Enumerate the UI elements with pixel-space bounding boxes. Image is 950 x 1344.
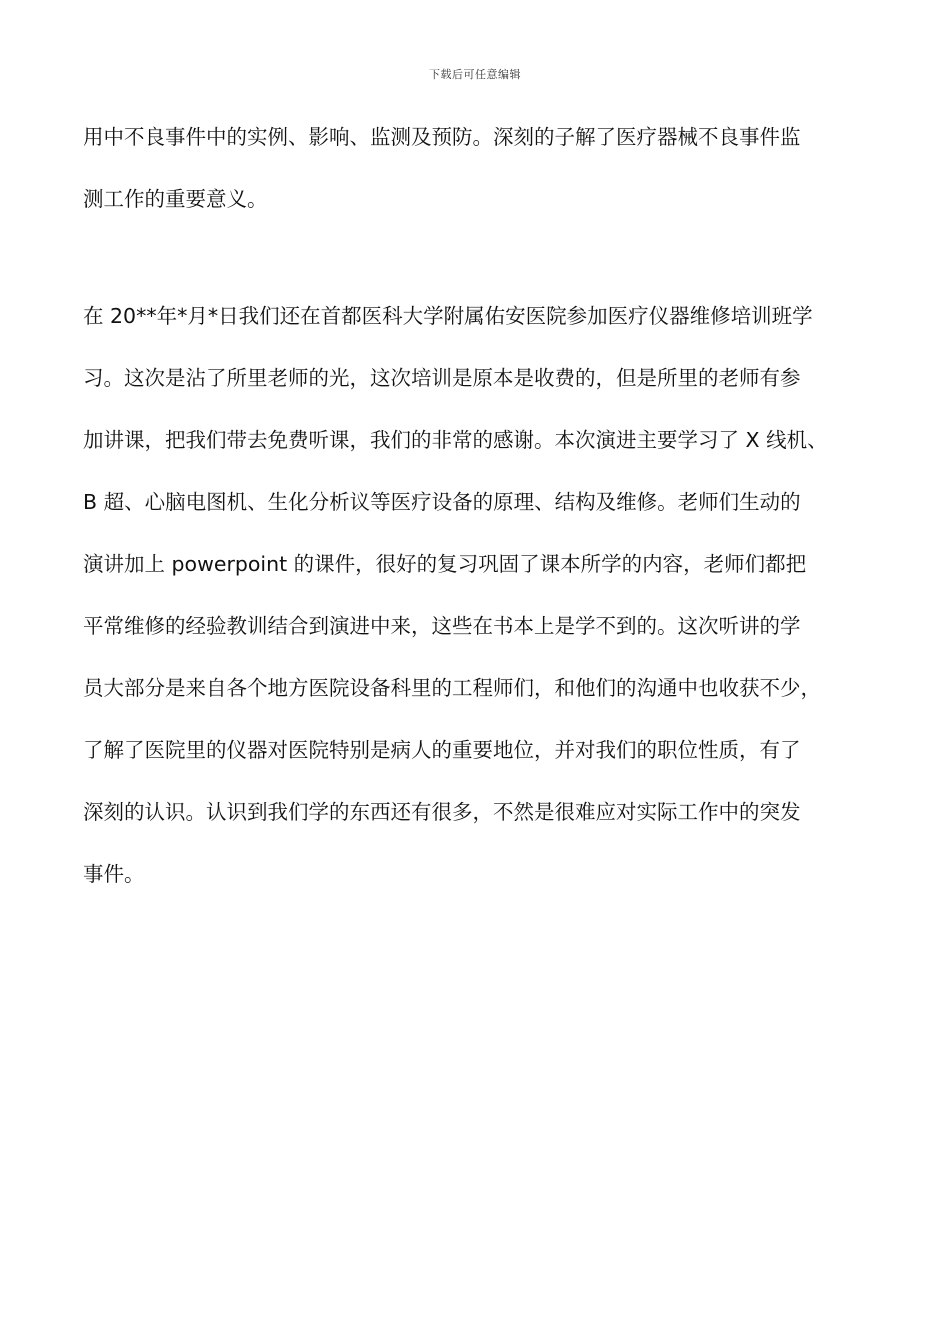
page-header: 下载后可任意编辑	[429, 68, 521, 81]
paragraph-line: 平常维修的经验教训结合到演进中来，这些在书本上是学不到的。这次听讲的学	[83, 614, 801, 638]
paragraph-line: 员大部分是来自各个地方医院设备科里的工程师们，和他们的沟通中也收获不少，	[83, 676, 821, 700]
paragraph-line: 演讲加上 powerpoint 的课件，很好的复习巩固了课本所学的内容，老师们都把	[83, 552, 807, 576]
paragraph-2	[83, 285, 883, 905]
paragraph-line: 用中不良事件中的实例、影响、监测及预防。深刻的子解了医疗器械不良事件监	[83, 125, 801, 149]
paragraph-line: 了解了医院里的仪器对医院特别是病人的重要地位，并对我们的职位性质，有了	[83, 738, 801, 762]
paragraph-line: 加讲课，把我们带去免费听课，我们的非常的感谢。本次演进主要学习了 X 线机、	[83, 428, 828, 452]
paragraph-line: 测工作的重要意义。	[83, 187, 268, 211]
paragraph-line: 事件。	[83, 862, 145, 886]
paragraph-line: 习。这次是沾了所里老师的光，这次培训是原本是收费的，但是所里的老师有参	[83, 366, 801, 390]
paragraph-1	[83, 106, 883, 230]
paragraph-line: 在 20**年*月*日我们还在首都医科大学附属佑安医院参加医疗仪器维修培训班学	[83, 304, 813, 328]
paragraph-line: B 超、心脑电图机、生化分析议等医疗设备的原理、结构及维修。老师们生动的	[83, 490, 801, 514]
paragraph-line: 深刻的认识。认识到我们学的东西还有很多，不然是很难应对实际工作中的突发	[83, 800, 801, 824]
